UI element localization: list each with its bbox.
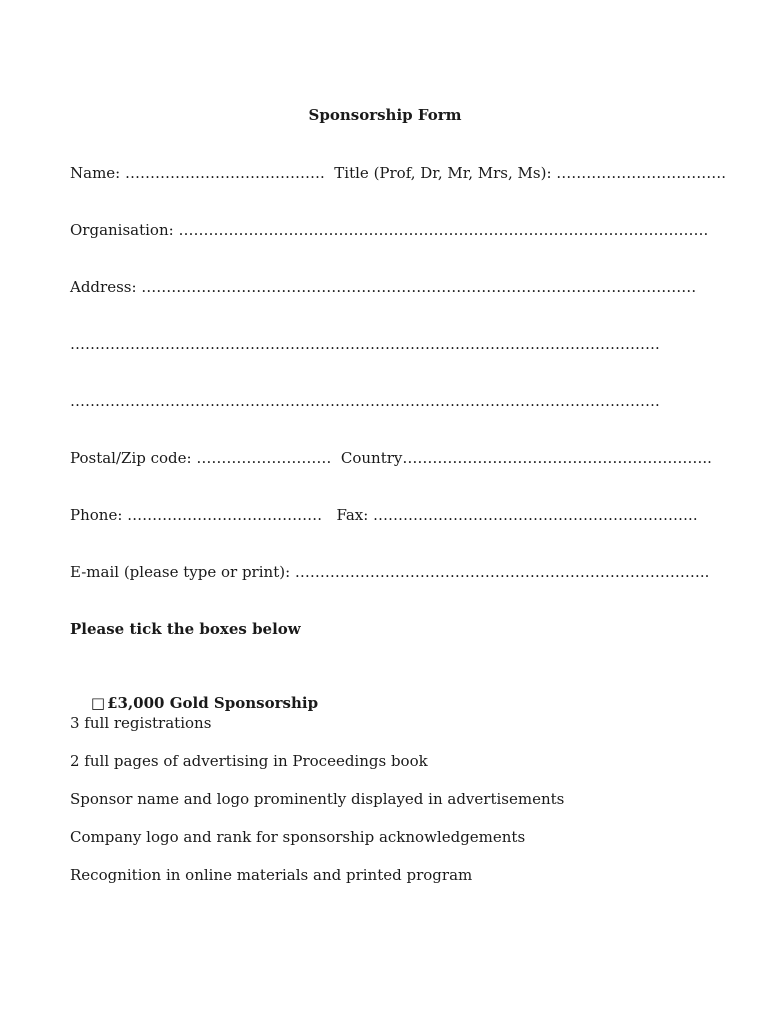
benefit-item: Company logo and rank for sponsorship acknowledgements: [70, 828, 526, 846]
checkbox-icon[interactable]: □: [90, 694, 106, 712]
postal-country-field[interactable]: Postal/Zip code: ……………………… Country……………………………………………………..: [70, 449, 712, 467]
gold-sponsorship-label: £3,000 Gold Sponsorship: [107, 694, 319, 712]
benefit-item: 3 full registrations: [70, 714, 212, 732]
address-field[interactable]: Address: …………………………………………………………………………………………………: [70, 278, 697, 296]
email-field[interactable]: E-mail (please type or print): ………………………………………………………………………..: [70, 563, 710, 581]
benefit-item: Recognition in online materials and printed program: [70, 866, 473, 884]
address-line-3-field[interactable]: ……………………………………………………………………………………………………….: [70, 392, 660, 410]
phone-fax-field[interactable]: Phone: ………………………………… Fax: ………………………………………………………..: [70, 506, 698, 524]
name-title-field[interactable]: Name: …………………………………. Title (Prof, Dr, Mr, Mrs, Ms): …………………………….: [70, 164, 727, 182]
page-title: Sponsorship Form: [308, 106, 462, 124]
organisation-field[interactable]: Organisation: …………………………………………………………………………………………….: [70, 221, 709, 239]
tick-instruction: Please tick the boxes below: [70, 620, 301, 638]
benefit-item: Sponsor name and logo prominently displayed in advertisements: [70, 790, 565, 808]
address-line-2-field[interactable]: ……………………………………………………………………………………………………….: [70, 335, 660, 353]
benefit-item: 2 full pages of advertising in Proceedings book: [70, 752, 428, 770]
